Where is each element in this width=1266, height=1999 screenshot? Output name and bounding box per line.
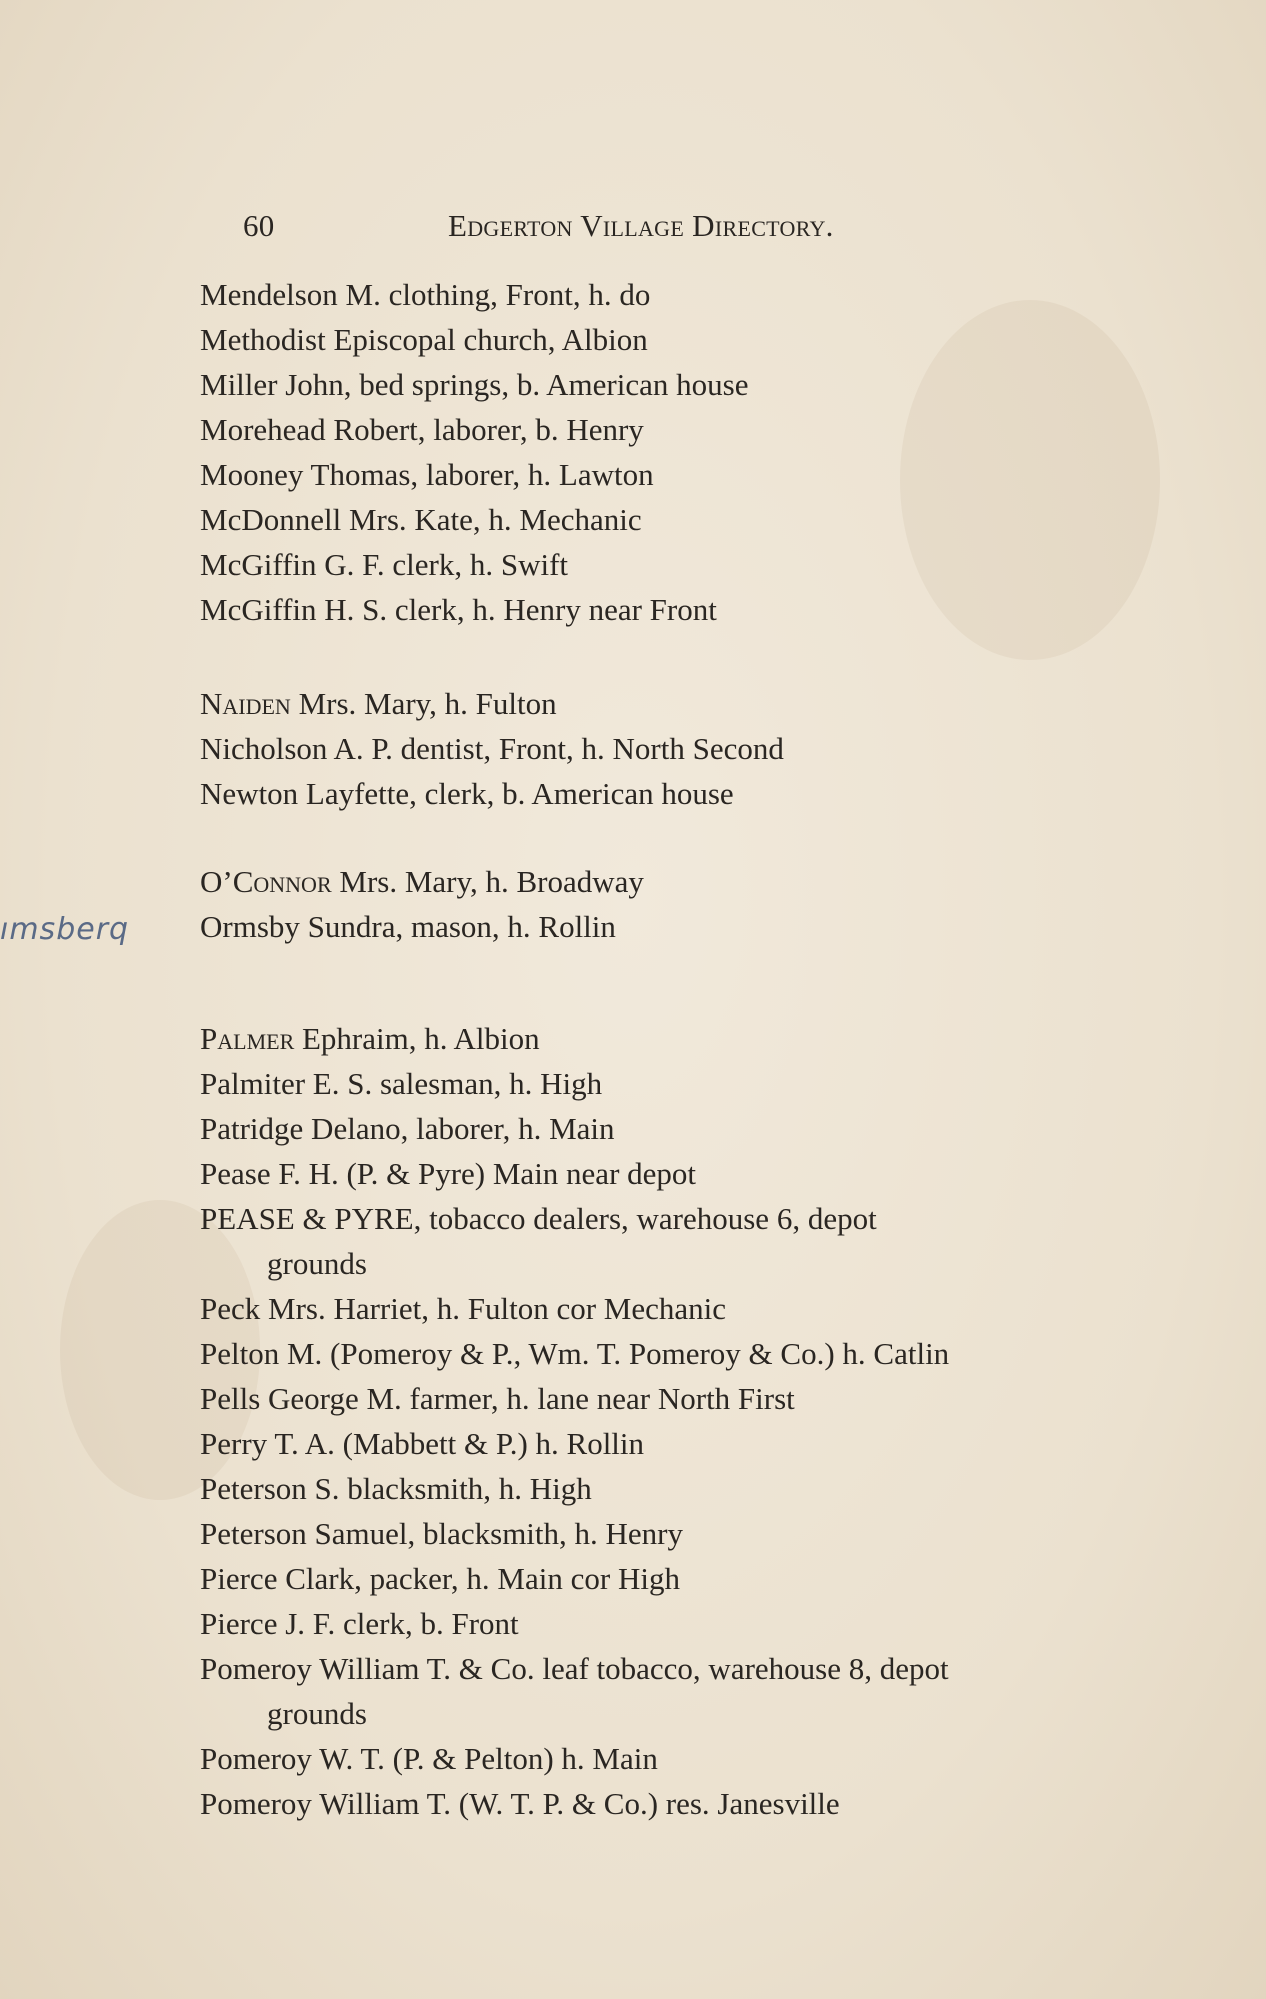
entry-line: McGiffin G. F. clerk, h. Swift [200,547,569,582]
entry-line: Perry T. A. (Mabbett & P.) h. Rollin [200,1426,645,1461]
entry-line: Ormsby Sundra, mason, h. Rollin [200,909,616,944]
entry-line: Pierce J. F. clerk, b. Front [200,1606,519,1641]
entry-line: McGiffin H. S. clerk, h. Henry near Front [200,592,717,627]
entry-line: Pierce Clark, packer, h. Main cor High [200,1561,680,1596]
entry-line: Peterson Samuel, blacksmith, h. Henry [200,1516,683,1551]
entry-line-continuation: grounds [267,1246,367,1281]
handwritten-margin-note: ımsberq [0,912,130,947]
paper-stain [900,300,1160,660]
entry-line: Peterson S. blacksmith, h. High [200,1471,592,1506]
entry-line-continuation: grounds [267,1696,367,1731]
entry-line: Pells George M. farmer, h. lane near North First [200,1381,795,1416]
entry-line: Peck Mrs. Harriet, h. Fulton cor Mechanic [200,1291,727,1326]
entry-line: Patridge Delano, laborer, h. Main [200,1111,615,1146]
page-header [243,208,943,252]
entry-line: Pomeroy W. T. (P. & Pelton) h. Main [200,1741,658,1776]
entry-line: Pelton M. (Pomeroy & P., Wm. T. Pomeroy & Co.) h. Catlin [200,1336,950,1371]
entry-line: Pomeroy William T. & Co. leaf tobacco, warehouse 8, depot [200,1651,949,1686]
entry-line: Mendelson M. clothing, Front, h. do [200,277,651,312]
entry-line: Morehead Robert, laborer, b. Henry [200,412,644,447]
entry-line: Naiden Mrs. Mary, h. Fulton [200,686,557,721]
entry-line: Newton Layfette, clerk, b. American house [200,776,734,811]
entry-line: Palmer Ephraim, h. Albion [200,1021,540,1056]
entry-line: Mooney Thomas, laborer, h. Lawton [200,457,654,492]
entry-line: McDonnell Mrs. Kate, h. Mechanic [200,502,642,537]
entry-line: Methodist Episcopal church, Albion [200,322,648,357]
entry-line: Palmiter E. S. salesman, h. High [200,1066,603,1101]
entry-line: PEASE & PYRE, tobacco dealers, warehouse 6, depot [200,1201,877,1236]
running-head: Edgerton Village Directory. [448,208,834,243]
page-number: 60 [243,208,275,243]
entry-line: Pomeroy William T. (W. T. P. & Co.) res. Janesville [200,1786,840,1821]
entry-line: Miller John, bed springs, b. American house [200,367,749,402]
entry-line: Pease F. H. (P. & Pyre) Main near depot [200,1156,697,1191]
entry-line: Nicholson A. P. dentist, Front, h. North Second [200,731,784,766]
entry-line: O’Connor Mrs. Mary, h. Broadway [200,864,644,899]
